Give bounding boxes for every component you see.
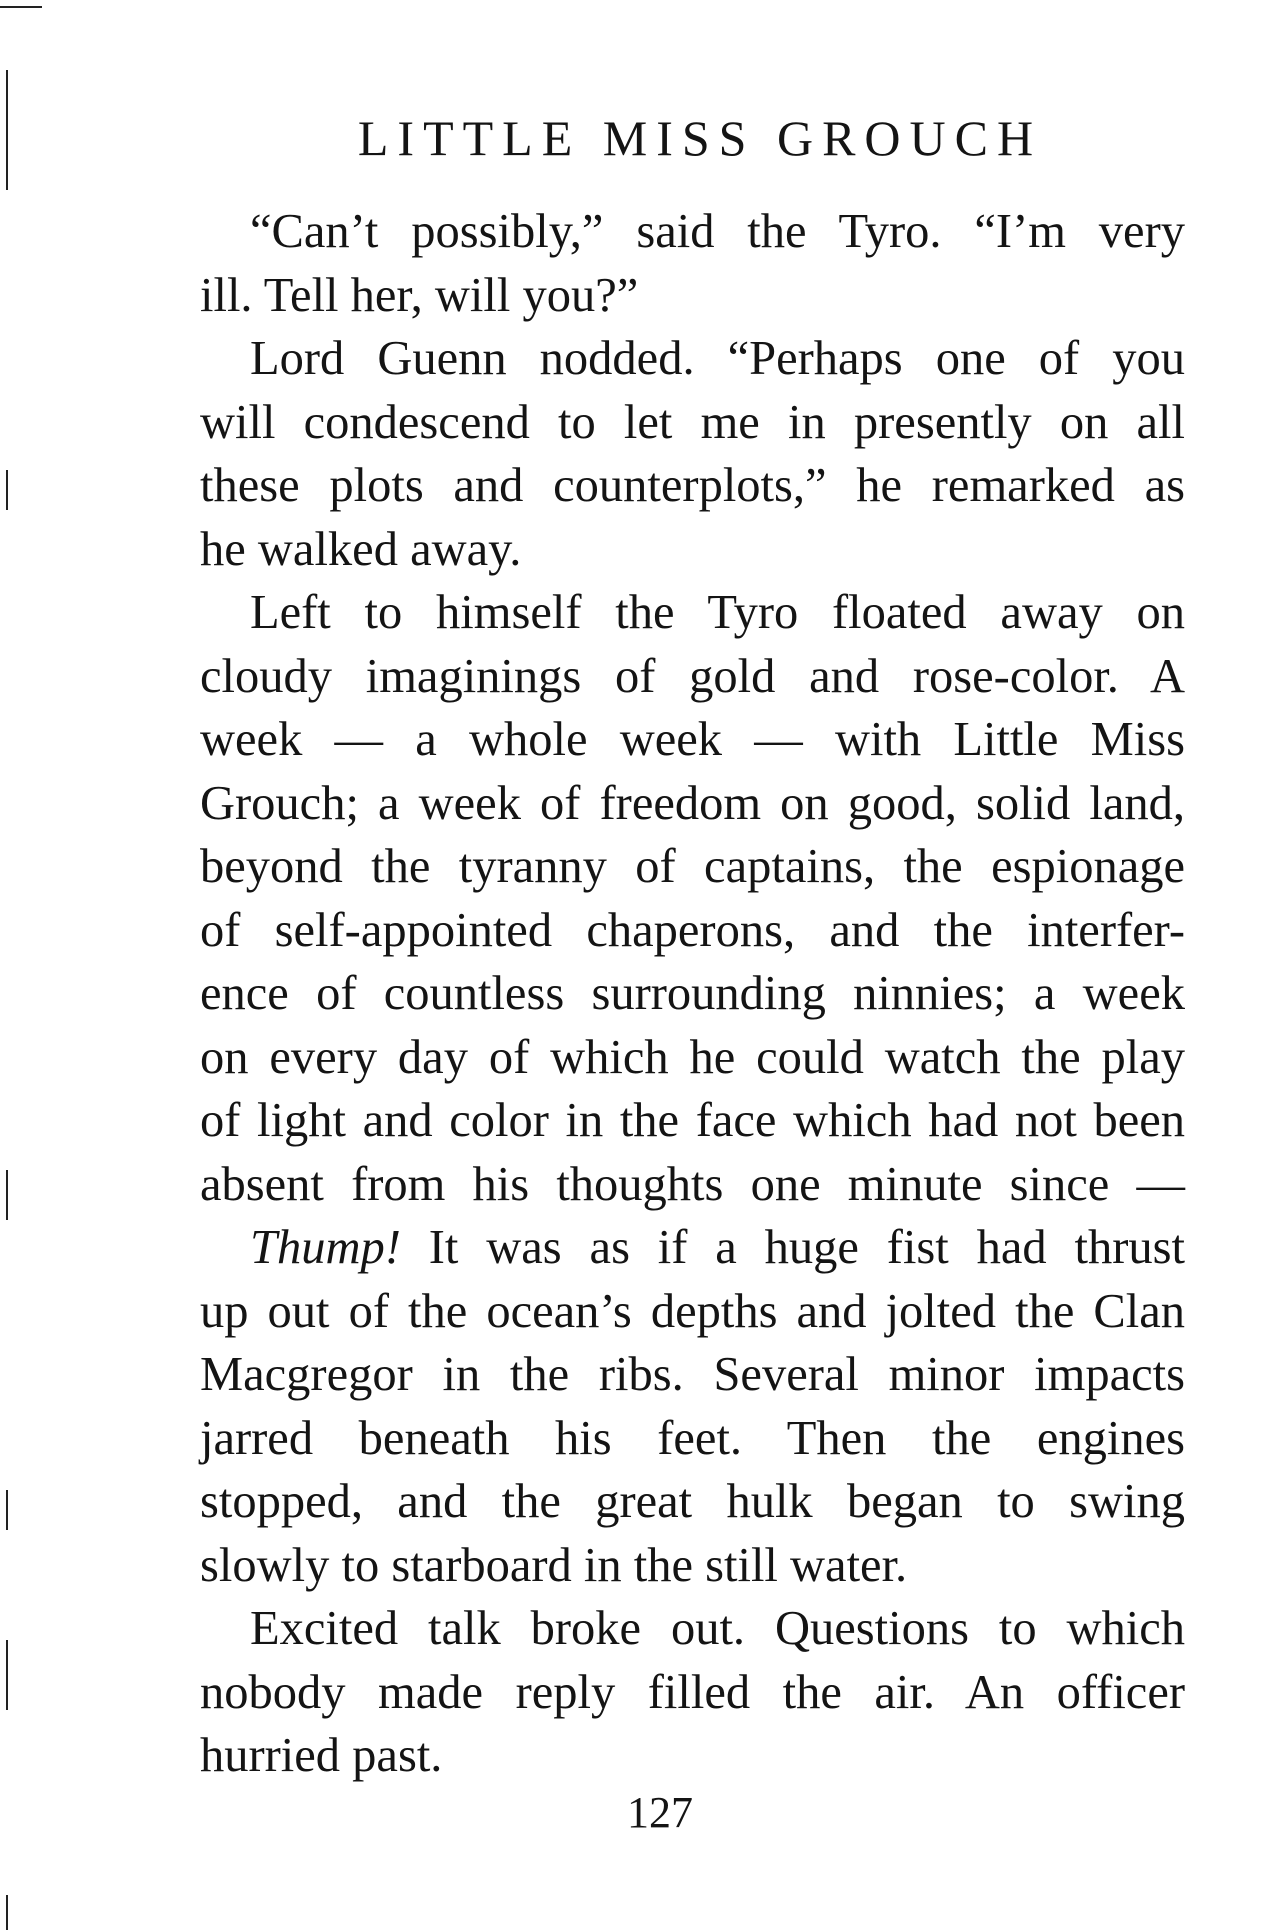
text-line: beyond the tyranny of captains, the espionage xyxy=(200,840,1185,893)
text-line: slowly to starboard in the still water. xyxy=(200,1538,908,1592)
text-line: nobody made reply filled the air. An officer xyxy=(200,1665,1185,1719)
scan-corner-mark xyxy=(0,6,42,8)
text-line: week — a whole week — with Little Miss xyxy=(200,713,1185,766)
scan-edge-mark xyxy=(6,70,8,190)
text-line: Lord Guenn nodded. “Perhaps one of you xyxy=(250,332,1185,385)
text-line: absent from his thoughts one minute since — xyxy=(200,1157,1185,1211)
text-line: will condescend to let me in presently on all xyxy=(200,395,1185,449)
text-line: of light and color in the face which had not been xyxy=(200,1094,1185,1147)
text-line: of self-appointed chaperons, and the interfer- xyxy=(200,903,1185,957)
body-text xyxy=(200,200,1185,1788)
thump-word: Thump! xyxy=(250,1221,401,1274)
thump-line-rest: It was as if a huge fist had thrust xyxy=(428,1221,1185,1274)
scan-edge-mark xyxy=(6,1490,8,1530)
text-line: Macgregor in the ribs. Several minor impacts xyxy=(200,1348,1185,1401)
text-line: Excited talk broke out. Questions to which xyxy=(250,1602,1185,1655)
text-line: up out of the ocean’s depths and jolted the Clan xyxy=(200,1284,1185,1338)
text-line xyxy=(200,1216,1185,1280)
text-line: ence of countless surrounding ninnies; a week xyxy=(200,967,1185,1020)
page-number: 127 xyxy=(627,1788,693,1837)
scan-edge-mark xyxy=(6,1895,8,1930)
text-line: he walked away. xyxy=(200,522,522,576)
text-line: “Can’t possibly,” said the Tyro. “I’m very xyxy=(250,205,1185,258)
scan-edge-mark xyxy=(6,470,8,510)
text-line: stopped, and the great hulk began to swing xyxy=(200,1475,1185,1528)
text-line: Grouch; a week of freedom on good, solid land, xyxy=(200,776,1185,830)
scan-edge-mark xyxy=(6,1170,8,1220)
text-line: ill. Tell her, will you?” xyxy=(200,268,639,322)
text-line: on every day of which he could watch the play xyxy=(200,1030,1185,1084)
running-head: LITTLE MISS GROUCH xyxy=(357,110,1043,166)
text-line: cloudy imaginings of gold and rose-color. A xyxy=(200,649,1185,703)
text-line: hurried past. xyxy=(200,1729,443,1782)
text-line: these plots and counterplots,” he remarked as xyxy=(200,459,1185,512)
text-line: jarred beneath his feet. Then the engines xyxy=(200,1411,1185,1465)
scan-edge-mark xyxy=(6,1640,8,1710)
text-line: Left to himself the Tyro floated away on xyxy=(250,586,1185,639)
